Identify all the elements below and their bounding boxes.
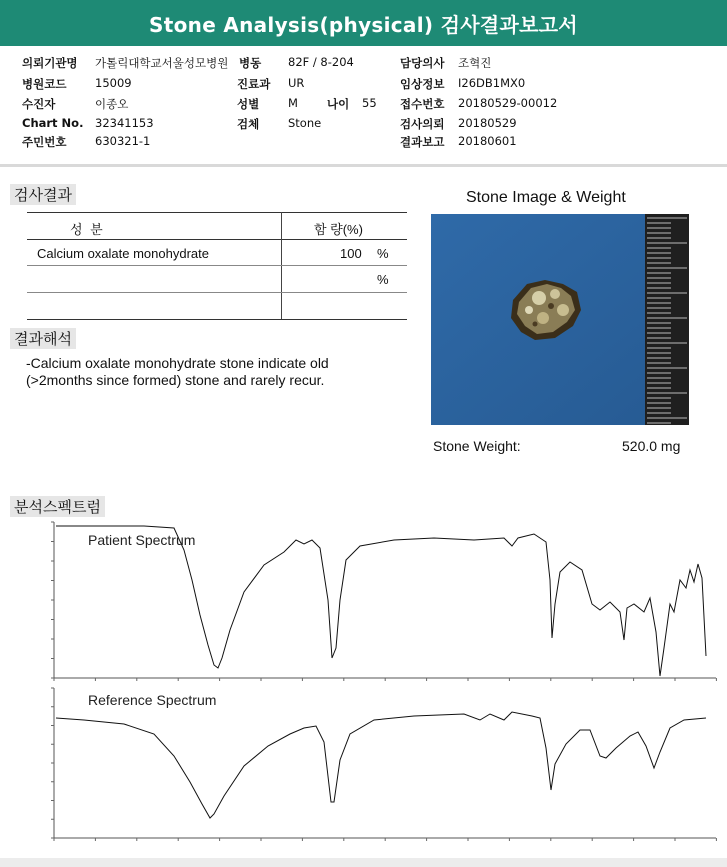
report-title: Stone Analysis(physical) 검사결과보고서: [0, 0, 727, 46]
row-2-unit: %: [377, 272, 389, 287]
result-heading: 검사결과: [10, 184, 76, 205]
stone-image: [431, 214, 689, 425]
patient-spectrum-line: [56, 526, 706, 676]
reference-spectrum-line: [56, 712, 706, 818]
row-1-value: 100: [340, 246, 362, 261]
info-value-report-date: 20180601: [458, 134, 517, 148]
interpretation-text: [26, 355, 329, 389]
info-label-age: 나이: [327, 97, 350, 111]
col-header-content: 함 량(%): [314, 222, 363, 237]
row-1-component: Calcium oxalate monohydrate: [37, 246, 209, 261]
section-divider: [0, 164, 727, 167]
row-1-unit: %: [377, 246, 389, 261]
info-value-specimen: Stone: [288, 116, 322, 130]
col-header-component: 성 분: [70, 222, 105, 237]
info-value-dept: UR: [288, 76, 305, 90]
info-label-receipt-no: 접수번호: [400, 97, 445, 111]
info-label-patient: 수진자: [22, 97, 56, 111]
table-row-line: [27, 265, 407, 266]
info-value-hospital-code: 15009: [95, 76, 132, 90]
info-value-clinical-info: I26DB1MX0: [458, 76, 526, 90]
info-value-patient: 이종오: [95, 97, 129, 111]
interpretation-line-1: -Calcium oxalate monohydrate stone indicate old: [26, 355, 329, 371]
info-value-ward: 82F / 8-204: [288, 55, 354, 69]
info-value-sex: M: [288, 96, 298, 110]
info-label-report-date: 결과보고: [400, 135, 445, 149]
info-label-clinical-info: 임상정보: [400, 77, 445, 91]
interpretation-heading: 결과해석: [10, 328, 76, 349]
info-label-hospital-code: 병원코드: [22, 77, 67, 91]
info-label-resident-no: 주민번호: [22, 135, 67, 149]
footer-bar: [0, 858, 727, 867]
info-value-chart-no: 32341153: [95, 116, 154, 130]
info-label-ward: 병동: [239, 56, 262, 70]
info-label-institution: 의뢰기관명: [22, 56, 78, 70]
spectrum-heading: 분석스펙트럼: [10, 496, 105, 517]
stone-image-title: Stone Image & Weight: [466, 189, 626, 206]
info-label-dept: 진료과: [237, 77, 271, 91]
axis-ticks: [51, 522, 716, 841]
patient-spectrum-label: Patient Spectrum: [88, 532, 196, 548]
table-row-line: [27, 292, 407, 293]
table-top-line: [27, 212, 407, 213]
stone-weight-label: Stone Weight:: [433, 438, 521, 454]
interpretation-line-2: (>2months since formed) stone and rarely recur.: [26, 372, 325, 388]
info-value-age: 55: [362, 96, 377, 110]
info-label-chart-no: Chart No.: [22, 116, 84, 130]
info-value-receipt-no: 20180529-00012: [458, 96, 558, 110]
stone-weight-value: 520.0 mg: [622, 438, 681, 454]
table-bottom-line: [27, 319, 407, 320]
reference-spectrum-label: Reference Spectrum: [88, 692, 217, 708]
info-label-request-date: 검사의뢰: [400, 117, 445, 131]
info-value-request-date: 20180529: [458, 116, 517, 130]
info-label-doctor: 담당의사: [400, 56, 445, 70]
info-value-doctor: 조혁진: [458, 56, 492, 70]
table-header-line: [27, 239, 407, 240]
info-label-specimen: 검체: [237, 117, 260, 131]
info-label-sex: 성별: [237, 97, 260, 111]
info-value-resident-no: 630321-1: [95, 134, 151, 148]
spectrum-charts: [34, 520, 720, 862]
info-value-institution: 가톨릭대학교서울성모병원: [95, 56, 229, 70]
